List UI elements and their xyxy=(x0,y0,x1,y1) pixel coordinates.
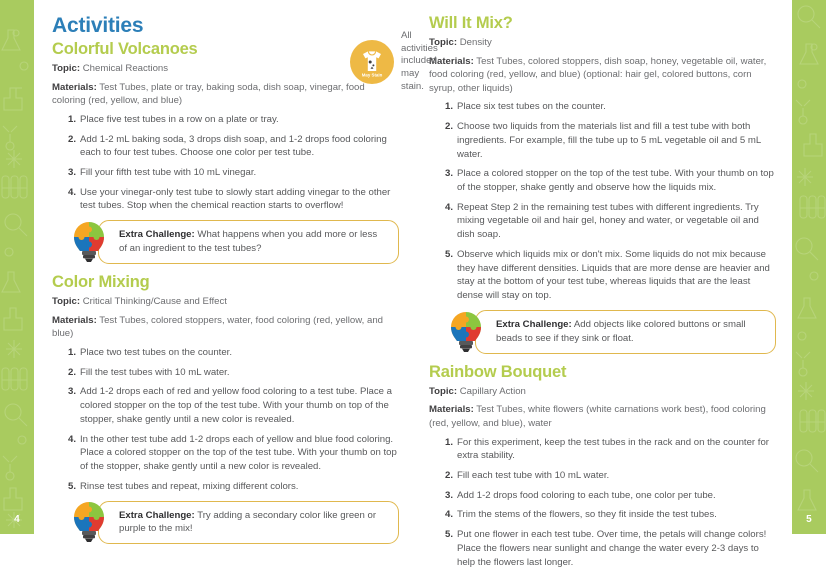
list-item: Add 1-2 mL baking soda, 3 drops dish soap, and 1-2 drops food coloring each to four test tubes. Choose one color per test tube. xyxy=(80,133,387,159)
materials-label-3: Materials: xyxy=(429,404,474,416)
puzzle-lightbulb-icon xyxy=(70,220,108,264)
topic-line-0 xyxy=(52,62,399,76)
list-item: Rinse test tubes and repeat, mixing different colors. xyxy=(80,480,299,492)
topic-line-3 xyxy=(429,385,776,399)
challenge-body-0: What happens when you add more or less of an ingredient to the test tubes? xyxy=(119,229,378,255)
section-title-colorful-volcanoes: Colorful Volcanoes xyxy=(52,40,198,58)
materials-value-1: Test Tubes, colored stoppers, water, food coloring (red, yellow, and blue) xyxy=(52,314,383,340)
topic-value-2: Density xyxy=(459,37,492,48)
topic-label-0: Topic: xyxy=(52,63,81,74)
list-item: Choose two liquids from the materials list and fill a test tube with both ingredients. For example, fill the tube up to 5 mL vegetable oil and 5 mL water. xyxy=(457,121,761,160)
steps-list-0 xyxy=(60,113,399,213)
materials-value-2: Test Tubes, colored stoppers, dish soap, honey, vegetable oil, water, food coloring (red, yellow, and blue) (optional: hair gel, colored buttons, corn syrup, other liquids) xyxy=(429,55,767,94)
extra-challenge-0 xyxy=(70,220,399,264)
topic-label-2: Topic: xyxy=(429,37,458,48)
extra-challenge-1 xyxy=(70,500,399,544)
topic-label-1: Topic: xyxy=(52,296,81,308)
list-item: Fill each test tube with 10 mL water. xyxy=(457,470,610,482)
materials-label-1: Materials: xyxy=(52,314,97,326)
challenge-body-1: Try adding a secondary color like green or purple to the mix! xyxy=(119,509,377,535)
challenge-body-2: Add objects like colored buttons or small beads to see if they sink or float. xyxy=(496,318,746,344)
steps-list-3 xyxy=(437,436,776,569)
right-column xyxy=(415,14,792,568)
badge-label: May Stain xyxy=(361,72,383,78)
puzzle-lightbulb-icon xyxy=(447,310,485,354)
science-doodle-pattern-left xyxy=(0,0,34,534)
list-item: Fill the test tubes with 10 mL water. xyxy=(80,366,230,378)
steps-list-2 xyxy=(437,100,776,302)
challenge-label-2: Extra Challenge: xyxy=(496,318,572,330)
list-item: Use your vinegar-only test tube to slowly start adding vinegar to the other test tubes. Stop when the chemical reaction starts to overflow! xyxy=(80,186,391,212)
challenge-label-0: Extra Challenge: xyxy=(119,229,195,241)
topic-value-1: Critical Thinking/Cause and Effect xyxy=(82,296,227,308)
list-item: Place six test tubes on the counter. xyxy=(457,101,606,113)
list-item: Fill your fifth test tube with 10 mL vinegar. xyxy=(80,166,257,178)
left-decorative-band xyxy=(0,0,34,534)
left-column xyxy=(34,14,438,535)
materials-line-0 xyxy=(52,81,399,108)
section-title-color-mixing: Color Mixing xyxy=(52,273,150,292)
list-item: In the other test tube add 1-2 drops each of yellow and blue food coloring. Place a colored stopper on the top of the test tube. With your thumb on top of the stopper, shake gently until a new color is revealed. xyxy=(80,433,397,472)
list-item: For this experiment, keep the test tubes in the rack and on the counter for extra stability. xyxy=(457,436,769,462)
may-stain-notice xyxy=(350,30,438,93)
materials-line-1 xyxy=(52,314,399,341)
page-title: Activities xyxy=(52,14,144,37)
list-item: Place five test tubes in a row on a plate or tray. xyxy=(80,113,279,125)
topic-line-1 xyxy=(52,295,399,309)
materials-label-0: Materials: xyxy=(52,81,97,93)
science-doodle-pattern-right xyxy=(792,0,826,534)
content-columns xyxy=(34,0,792,568)
list-item: Repeat Step 2 in the remaining test tubes with different ingredients. Try mixing vegetable oil and hair gel, honey and water, or vegetable oil and dish soap. xyxy=(457,201,759,241)
challenge-text-2 xyxy=(475,310,776,354)
list-item: Trim the stems of the flowers, so they fit inside the test tubes. xyxy=(457,509,717,521)
extra-challenge-2 xyxy=(447,310,776,354)
topic-label-3: Topic: xyxy=(429,385,458,397)
list-item: Add 1-2 drops food coloring to each tube, one color per tube. xyxy=(457,489,716,501)
list-item: Place two test tubes on the counter. xyxy=(80,346,232,358)
materials-value-0: Test Tubes, plate or tray, baking soda, dish soap, vinegar, food coloring (red, yellow, and blue) xyxy=(52,81,365,107)
materials-value-3: Test Tubes, white flowers (white carnations work best), food coloring (red, yellow, and blue), water xyxy=(429,404,766,429)
section-title-will-it-mix: Will It Mix? xyxy=(429,14,513,32)
puzzle-lightbulb-icon xyxy=(70,500,108,544)
steps-list-1 xyxy=(60,346,399,493)
challenge-label-1: Extra Challenge: xyxy=(119,509,195,521)
topic-value-3: Capillary Action xyxy=(459,385,526,397)
list-item: Add 1-2 drops each of red and yellow food coloring to a test tube. Place a colored stopper on the top of the test tube. With your thumb on top of the stopper, shake gently until a new color is revealed. xyxy=(80,386,392,425)
list-item: Place a colored stopper on the top of the test tube. With your thumb on top of the stopper, shake gently and observe how the liquids mix. xyxy=(457,168,774,194)
page-number-left: 4 xyxy=(14,514,20,525)
materials-label-2: Materials: xyxy=(429,55,474,67)
page-number-right: 5 xyxy=(806,514,812,525)
topic-line-2 xyxy=(429,36,776,50)
challenge-text-1 xyxy=(98,501,399,545)
may-stain-note: All activities included may stain. xyxy=(401,30,438,92)
topic-value-0: Chemical Reactions xyxy=(82,63,169,74)
challenge-text-0 xyxy=(98,220,399,264)
right-decorative-band xyxy=(792,0,826,534)
materials-line-2 xyxy=(429,55,776,96)
list-item: Put one flower in each test tube. Over time, the petals will change colors! Place the flowers near sunlight and change the water every 2-3 days to help the flowers last longer. xyxy=(457,529,767,568)
section-title-rainbow-bouquet: Rainbow Bouquet xyxy=(429,362,567,381)
tshirt-icon xyxy=(350,40,394,84)
materials-line-3 xyxy=(429,403,776,430)
list-item: Observe which liquids mix or don't mix. Some liquids do not mix because they have different densities. Liquids that are more dense are heavier and stay at the bottom of your test tube, whereas liquids that are the least dense will stay on top. xyxy=(457,248,770,302)
